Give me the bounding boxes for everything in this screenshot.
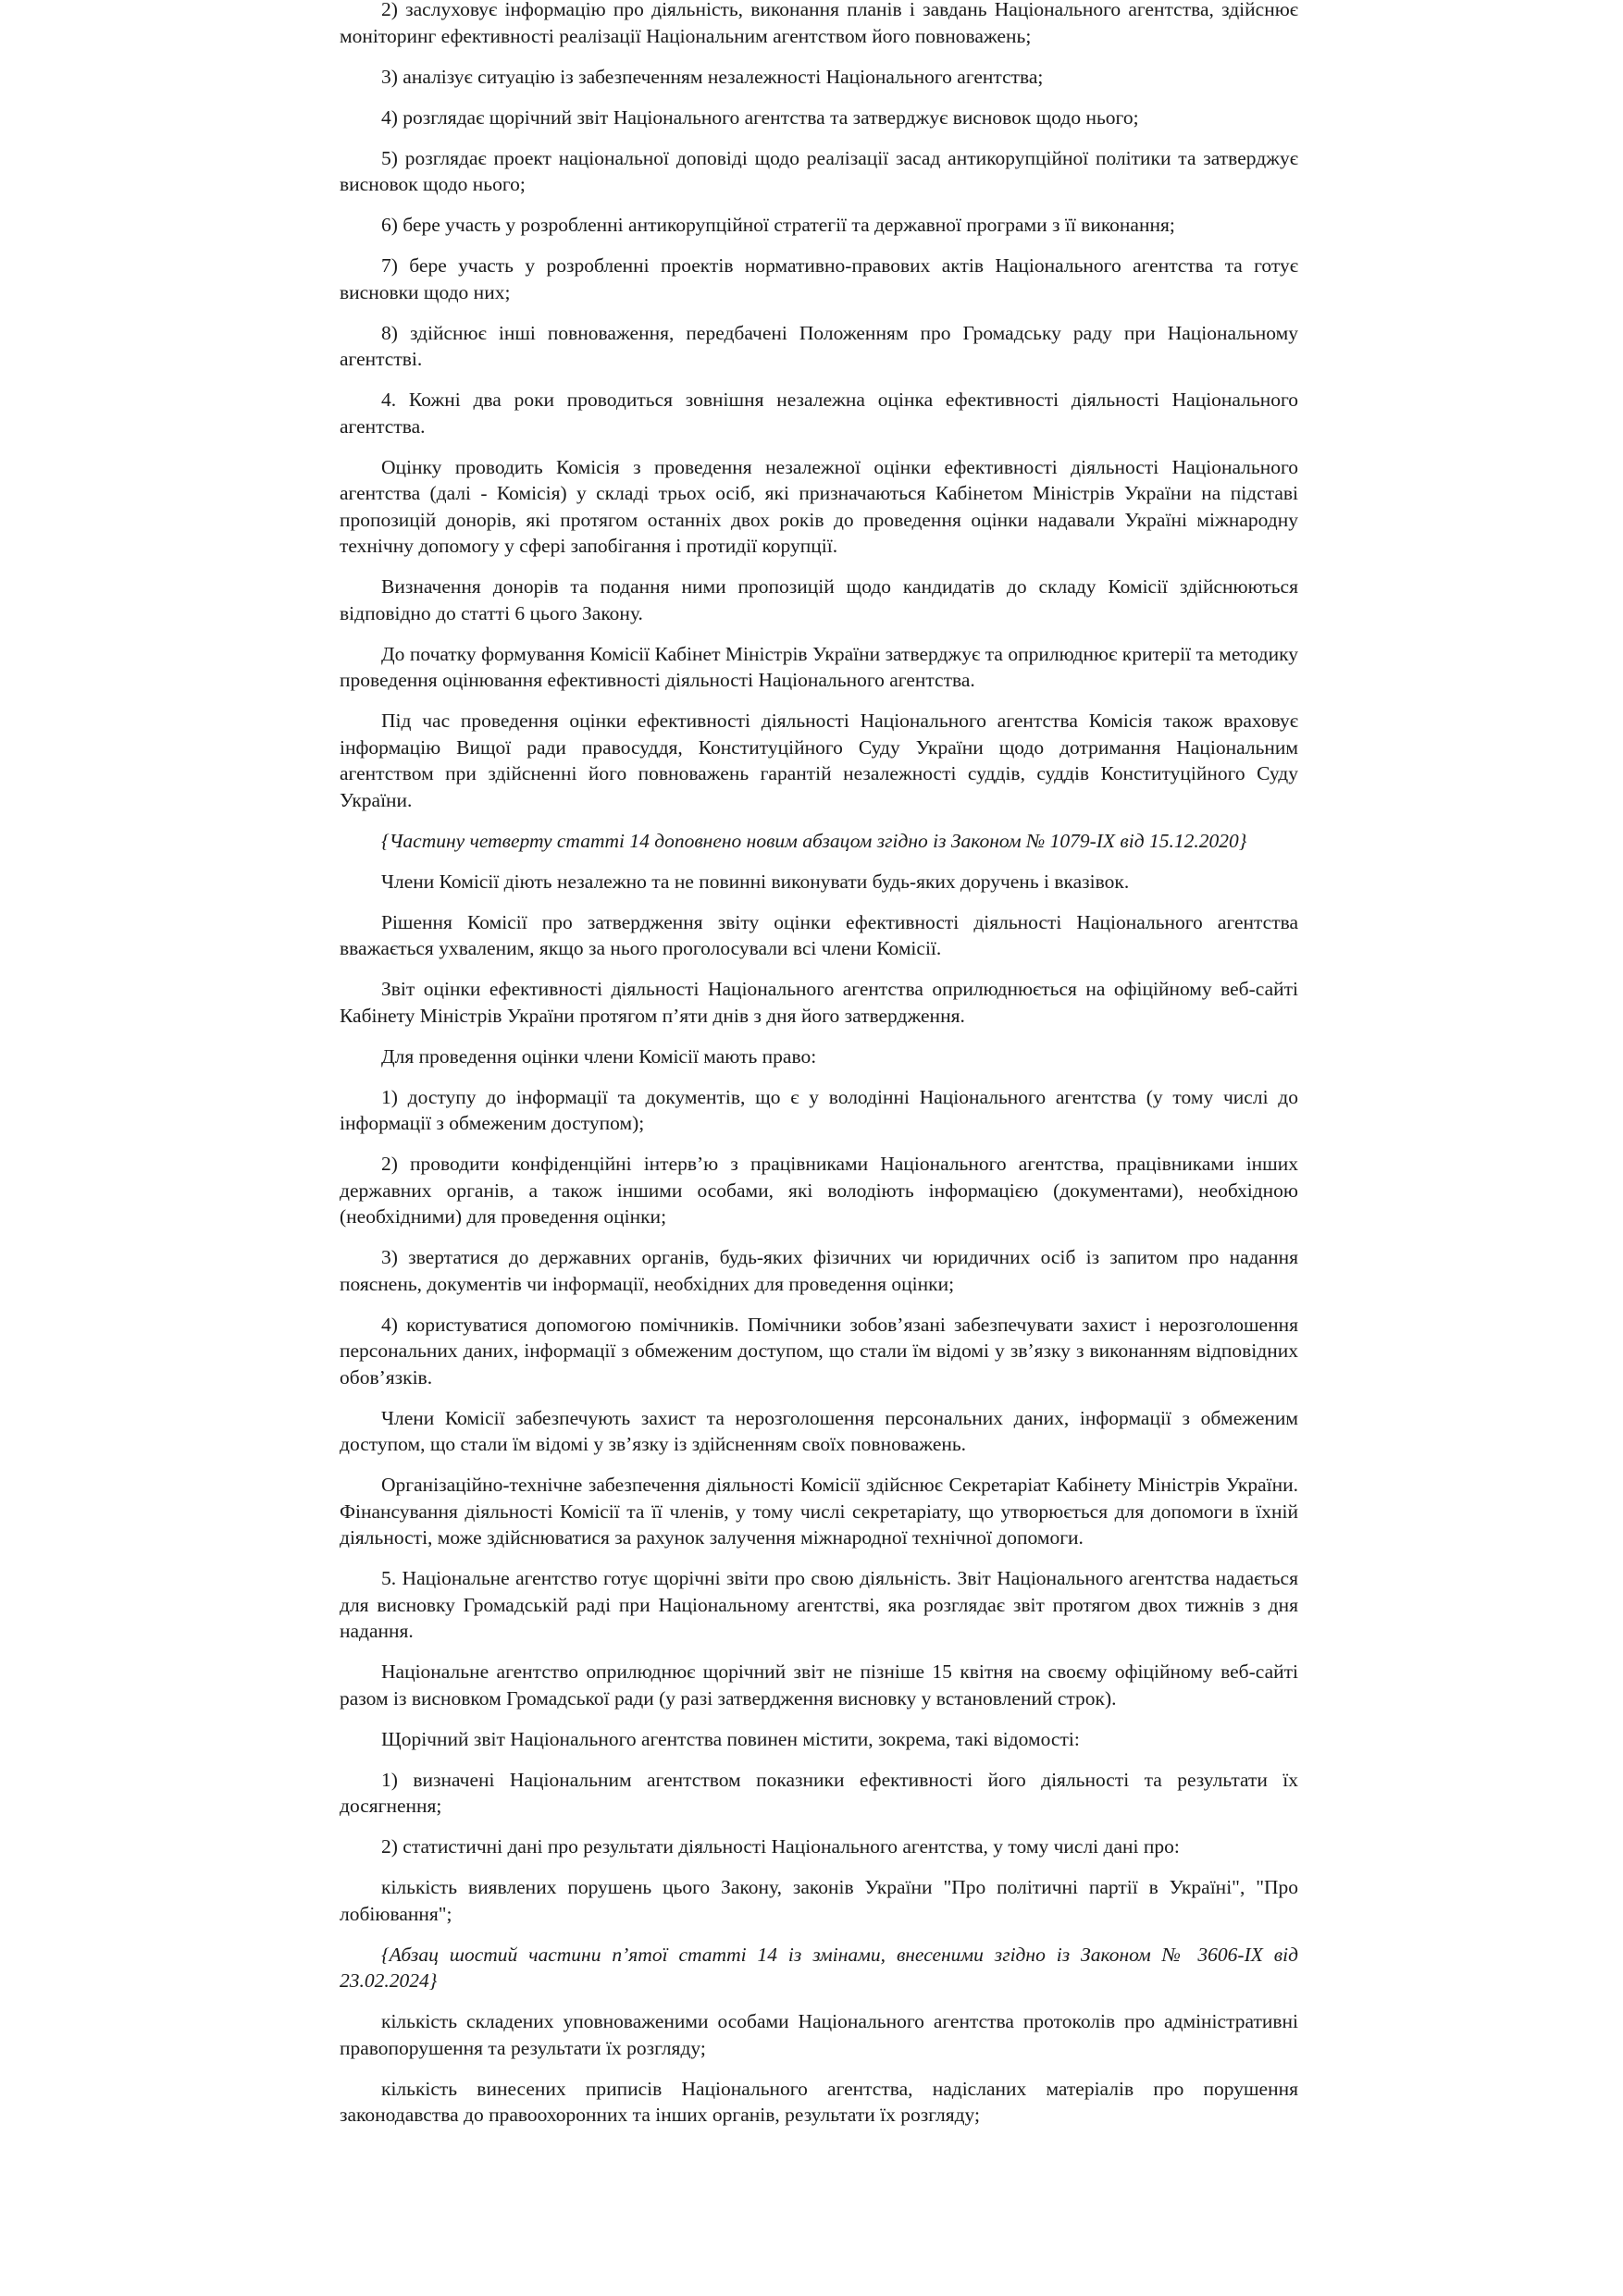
paragraph-5-national-report xyxy=(340,145,1298,198)
paragraph-decision xyxy=(340,909,1298,962)
paragraph-text: 4) розглядає щорічний звіт Національного агентства та затверджує висновок щодо нього; xyxy=(381,105,1139,129)
paragraph-text: 6) бере участь у розробленні антикорупційної стратегії та державної програми з її виконання; xyxy=(381,214,1175,236)
paragraph-text: 2) проводити конфіденційні інтерв’ю з працівниками Національного агентства, працівниками інших державних органів, а також іншими особами, які володіють інформацією (документами), необхідною (необхідними) для проведення оцінки; xyxy=(340,1153,1298,1228)
paragraph-text: кількість винесених приписів Національного агентства, надісланих матеріалів про порушення законодавства до правоохоронних та інших органів, результати їх розгляду; xyxy=(340,2077,1298,2126)
paragraph-right-4 xyxy=(340,1312,1298,1391)
paragraph-text: До початку формування Комісії Кабінет Міністрів України затверджує та оприлюднює xyxy=(381,642,1122,665)
paragraph-7-draft-acts xyxy=(340,253,1298,305)
paragraph-4-annual-report xyxy=(340,105,1298,131)
paragraph-text: та xyxy=(1191,642,1220,665)
paragraph-content-1 xyxy=(340,1767,1298,1820)
paragraph-part-4 xyxy=(340,387,1298,439)
note-text: {Абзац шостий частини п’ятої статті 14 із змінами, внесеними згідно із Законом № 3606-IX від 23.02.2024} xyxy=(340,1943,1298,1992)
paragraph-donors xyxy=(340,574,1298,626)
paragraph-commission xyxy=(340,454,1298,560)
paragraph-text: 4. Кожні два роки проводиться зовнішня незалежна оцінка ефективності діяльності Національного агентства. xyxy=(340,389,1298,438)
amendment-note-3606 xyxy=(340,1942,1298,1994)
paragraph-text: Організаційно-технічне забезпечення діяльності Комісії здійснює Секретаріат Кабінету Міністрів України. Фінансування діяльності Комісії та її членів, у тому числі секретаріату, що утворюється для допомоги в їхній діяльності, може здійснюватися за рахунок залучення міжнародної технічної допомоги. xyxy=(340,1474,1298,1549)
paragraph-text: проведення оцінювання ефективності діяльності Національного агентства. xyxy=(340,669,975,691)
paragraph-judicial-info xyxy=(340,708,1298,813)
paragraph-text: Звіт оцінки ефективності діяльності Національного агентства оприлюднюється на офіційному веб-сайті Кабінету Міністрів України протягом п’яти днів з дня його затвердження. xyxy=(340,978,1298,1027)
paragraph-text: Для проведення оцінки члени Комісії мають право: xyxy=(381,1044,817,1068)
amendment-note-1079 xyxy=(340,828,1298,855)
paragraph-data-protection xyxy=(340,1405,1298,1458)
paragraph-text: цього Закону. xyxy=(525,601,643,624)
paragraph-8-other-powers xyxy=(340,320,1298,373)
paragraph-text: Щорічний звіт Національного агентства повинен містити, зокрема, такі відомості: xyxy=(381,1727,1080,1750)
paragraph-publication xyxy=(340,976,1298,1029)
paragraph-secretariat xyxy=(340,1472,1298,1551)
paragraph-text: Визначення донорів та подання ними пропозицій щодо кандидатів до складу Комісії здійснюються відповідно до xyxy=(340,575,1298,624)
paragraph-text: кількість виявлених порушень цього Закону, законів України xyxy=(381,1876,944,1898)
link-criteria[interactable]: критерії xyxy=(1121,642,1192,665)
paragraph-text: 1) доступу до інформації та документів, що є у володінні Національного агентства (у тому числі до інформації з обмеженим доступом); xyxy=(340,1085,1298,1134)
link-law-lobbying[interactable]: "Про лобіювання" xyxy=(340,1876,1299,1925)
paragraph-rights-intro xyxy=(340,1043,1298,1070)
paragraph-2-hears-info xyxy=(340,0,1298,49)
paragraph-text: Рішення Комісії про затвердження звіту оцінки ефективності діяльності Національного агентства вважається ухваленим, якщо за нього проголосували всі члени Комісії. xyxy=(340,910,1298,959)
document-page xyxy=(340,0,1298,2142)
paragraph-orders xyxy=(340,2076,1298,2129)
paragraph-text: 1) визначені Національним агентством показники ефективності його діяльності та результати їх досягнення; xyxy=(340,1768,1298,1817)
paragraph-criteria xyxy=(340,641,1298,694)
paragraph-report-contents xyxy=(340,1726,1298,1753)
paragraph-report-publication xyxy=(340,1659,1298,1711)
link-law-political-parties[interactable]: "Про політичні партії в Україні" xyxy=(943,1876,1240,1898)
paragraph-6-strategy xyxy=(340,212,1298,239)
paragraph-text: ; xyxy=(446,1902,452,1925)
paragraph-text: 8) здійснює інші повноваження, передбачені Положенням про Громадську раду при Національному агентстві. xyxy=(340,321,1298,370)
paragraph-right-2 xyxy=(340,1151,1298,1230)
paragraph-3-analyzes xyxy=(340,64,1298,91)
paragraph-text: 2) заслуховує інформацію про діяльність, виконання планів і завдань Національного агентства, здійснює моніторинг ефективності реалізації Національним агентством його повноважень; xyxy=(340,0,1298,47)
paragraph-text: , xyxy=(1239,1876,1257,1898)
paragraph-text: 7) бере участь у розробленні проектів нормативно-правових актів Національного агентства та готує висновки щодо них; xyxy=(340,254,1298,303)
paragraph-text: Члени Комісії діють незалежно та не повинні виконувати будь-яких доручень і вказівок. xyxy=(381,870,1130,893)
paragraph-independence xyxy=(340,869,1298,895)
paragraph-right-3 xyxy=(340,1244,1298,1297)
paragraph-text: 4) користуватися допомогою помічників. Помічники зобов’язані забезпечувати захист і нерозголошення персональних даних, інформації з обмеженим доступом, що стали їм відомі у зв’язку з виконанням відповідних обов’язків. xyxy=(340,1313,1298,1389)
paragraph-protocols xyxy=(340,2008,1298,2061)
paragraph-text: 3) аналізує ситуацію із забезпеченням незалежності Національного агентства; xyxy=(381,65,1044,88)
paragraph-content-2 xyxy=(340,1833,1298,1860)
paragraph-text: 5. Національне агентство готує щорічні звіти про свою діяльність. Звіт Національного агентства надається для висновку Громадській раді при Національному агентстві, яка розглядає звіт протягом двох тижнів з дня надання. xyxy=(340,1567,1298,1642)
paragraph-text: Національне агентство оприлюднює щорічний звіт не пізніше 15 квітня на своєму офіційному веб-сайті разом із висновком Громадської ради (у разі затвердження висновку у встановлений строк). xyxy=(340,1660,1298,1710)
paragraph-text: Оцінку проводить Комісія з проведення незалежної оцінки ефективності діяльності Національного агентства (далі - Комісія) у складі трьох осіб, які призначаються Кабінетом Міністрів України на підставі пропозицій донорів, які протягом останніх двох років до проведення оцінки надавали Україні міжнародну технічну допомогу у сфері запобігання і протидії корупції. xyxy=(340,455,1298,557)
paragraph-text: 2) статистичні дані про результати діяльності Національного агентства, у тому числі дані про: xyxy=(381,1835,1180,1858)
link-article-6[interactable]: статті 6 xyxy=(461,601,526,624)
link-methodology[interactable]: методику xyxy=(1219,642,1299,665)
note-text: {Частину четверту статті 14 доповнено новим абзацом згідно із Законом № 1079-IX від 15.12.2020} xyxy=(381,829,1247,852)
paragraph-text: кількість складених уповноваженими особами Національного агентства протоколів про адміністративні правопорушення та результати їх розгляду; xyxy=(340,2010,1298,2059)
paragraph-part-5 xyxy=(340,1565,1298,1645)
paragraph-text: 3) звертатися до державних органів, будь-яких фізичних чи юридичних осіб із запитом про надання пояснень, документів чи інформації, необхідних для проведення оцінки; xyxy=(340,1246,1298,1295)
paragraph-right-1 xyxy=(340,1084,1298,1137)
paragraph-text: Під час проведення оцінки ефективності діяльності Національного агентства Комісія також враховує інформацію Вищої ради правосуддя, Конституційного Суду України щодо дотримання Національним агентством при здійсненні його повноважень гарантій незалежності суддів, суддів Конституційного Суду України. xyxy=(340,710,1298,811)
paragraph-text: 5) розглядає проект національної доповіді щодо реалізації засад антикорупційної політики та затверджує висновок щодо нього; xyxy=(340,146,1298,195)
paragraph-text: Члени Комісії забезпечують захист та нерозголошення персональних даних, інформації з обмеженим доступом, що стали їм відомі у зв’язку із здійсненням своїх повноважень. xyxy=(340,1406,1298,1455)
paragraph-violations xyxy=(340,1874,1298,1927)
